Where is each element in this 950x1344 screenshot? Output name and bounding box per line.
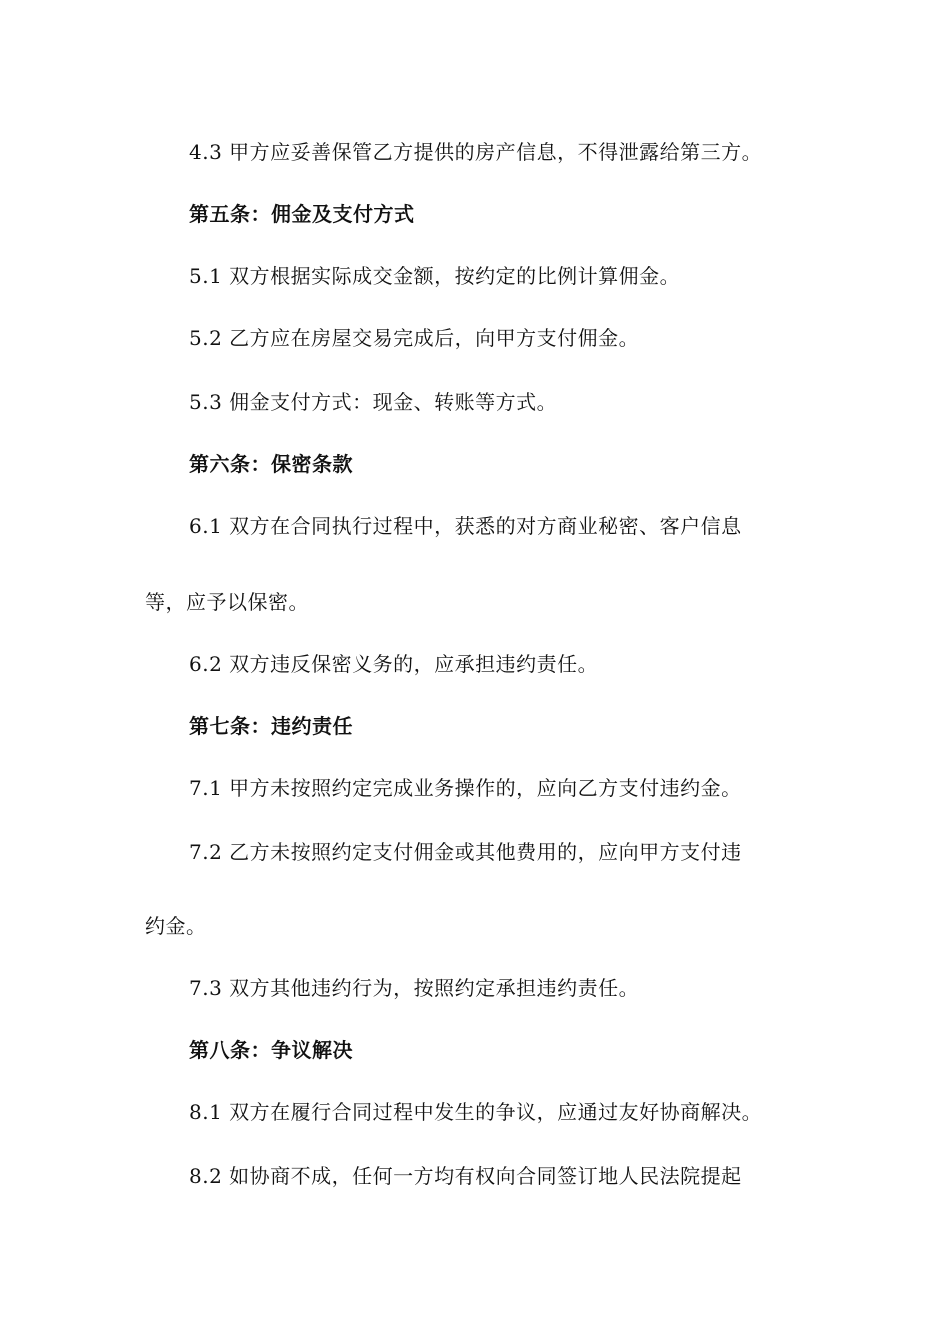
clause-7-3: 7.3 双方其他违约行为，按照约定承担违约责任。	[189, 976, 640, 1000]
heading-article-7: 第七条：违约责任	[189, 714, 353, 738]
heading-article-5: 第五条：佣金及支付方式	[189, 202, 415, 226]
clause-7-1: 7.1 甲方未按照约定完成业务操作的，应向乙方支付违约金。	[189, 776, 742, 800]
clause-7-2-continued: 约金。	[145, 914, 207, 938]
clause-7-2: 7.2 乙方未按照约定支付佣金或其他费用的，应向甲方支付违	[189, 840, 742, 864]
clause-5-2: 5.2 乙方应在房屋交易完成后，向甲方支付佣金。	[189, 326, 640, 350]
clause-8-2: 8.2 如协商不成，任何一方均有权向合同签订地人民法院提起	[189, 1164, 742, 1188]
clause-8-1: 8.1 双方在履行合同过程中发生的争议，应通过友好协商解决。	[189, 1100, 763, 1124]
clause-6-1-continued: 等，应予以保密。	[145, 590, 309, 614]
clause-4-3: 4.3 甲方应妥善保管乙方提供的房产信息，不得泄露给第三方。	[189, 140, 763, 164]
heading-article-6: 第六条：保密条款	[189, 452, 353, 476]
clause-5-3: 5.3 佣金支付方式：现金、转账等方式。	[189, 390, 558, 414]
heading-article-8: 第八条：争议解决	[189, 1038, 353, 1062]
clause-6-2: 6.2 双方违反保密义务的，应承担违约责任。	[189, 652, 599, 676]
clause-6-1: 6.1 双方在合同执行过程中，获悉的对方商业秘密、客户信息	[189, 514, 742, 538]
clause-5-1: 5.1 双方根据实际成交金额，按约定的比例计算佣金。	[189, 264, 681, 288]
